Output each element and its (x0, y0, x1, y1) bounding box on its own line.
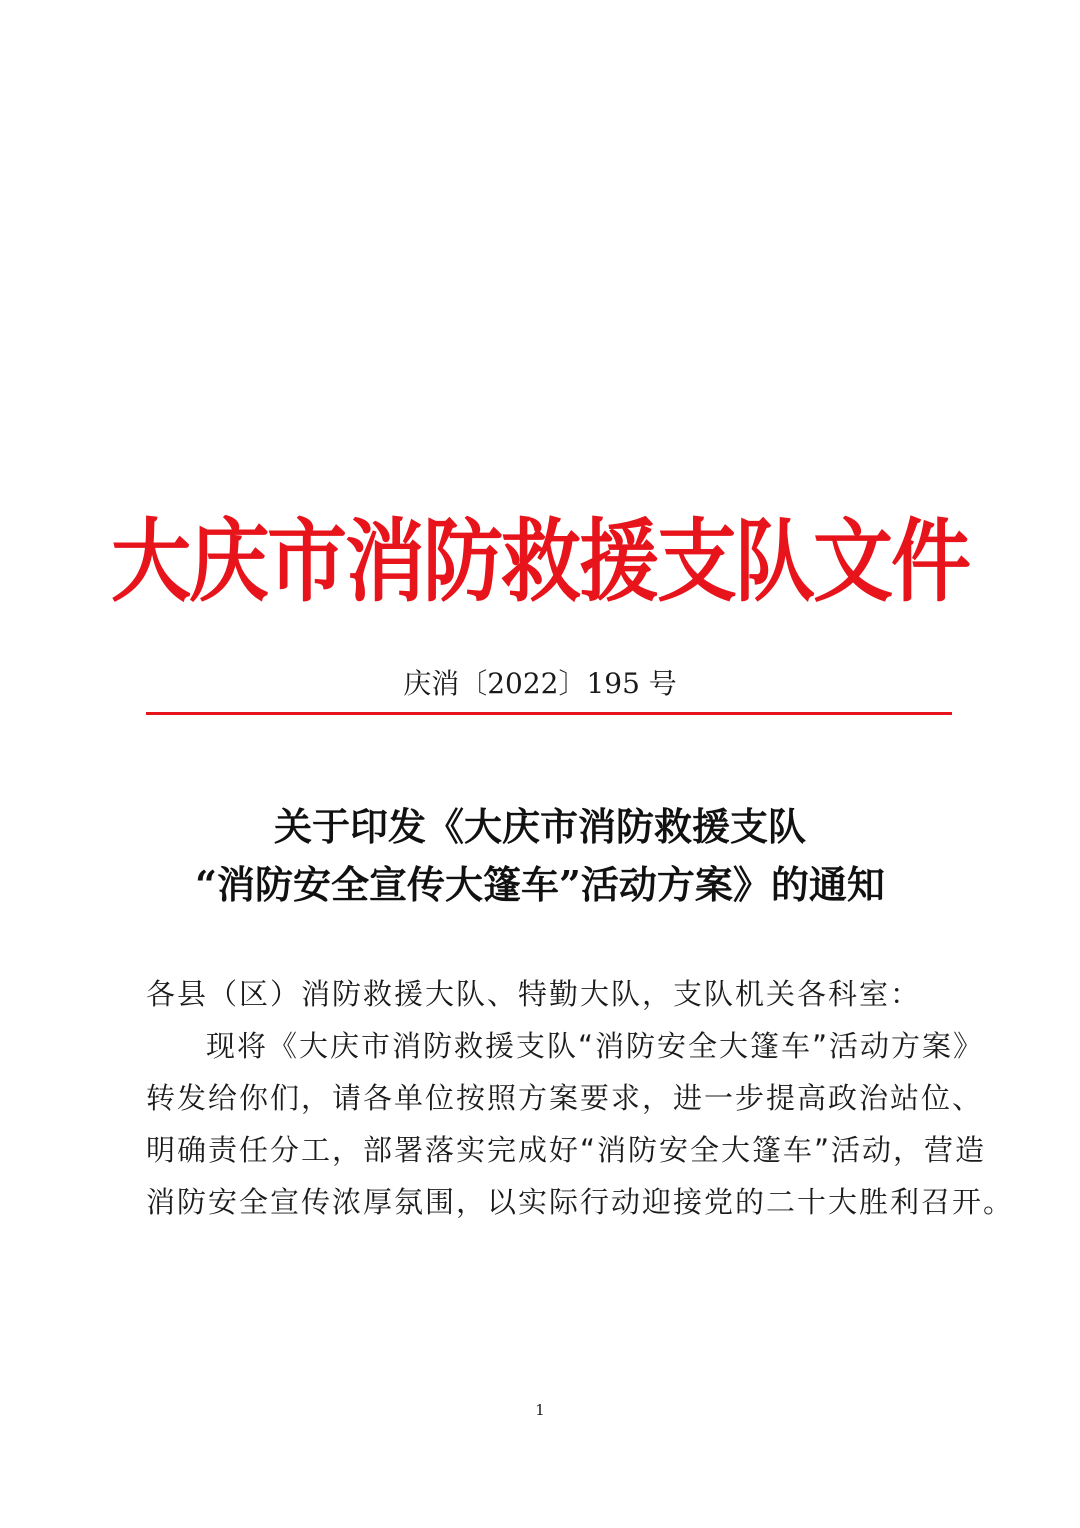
page-number: 1 (535, 1401, 545, 1419)
body-line-salutation: 各县（区）消防救援大队、特勤大队，支队机关各科室： (146, 977, 922, 1011)
red-separator-line (146, 712, 952, 715)
notice-title-line-1: 关于印发《大庆市消防救援支队 (273, 804, 806, 849)
document-number: 庆消〔2022〕195 号 (403, 667, 677, 700)
body-line: 转发给你们，请各单位按照方案要求，进一步提高政治站位、 (146, 1081, 984, 1115)
body-line: 明确责任分工，部署落实完成好“消防安全大篷车”活动，营造 (146, 1133, 987, 1167)
notice-body (146, 968, 1015, 1228)
body-line: 现将《大庆市消防救援支队“消防安全大篷车”活动方案》 (206, 1029, 985, 1063)
notice-title (0, 798, 1080, 914)
organization-header-title: 大庆市消防救援支队文件 (111, 508, 969, 614)
notice-title-line-2: “消防安全宣传大篷车”活动方案》的通知 (195, 862, 885, 907)
body-line: 消防安全宣传浓厚氛围，以实际行动迎接党的二十大胜利召开。 (146, 1185, 1015, 1219)
